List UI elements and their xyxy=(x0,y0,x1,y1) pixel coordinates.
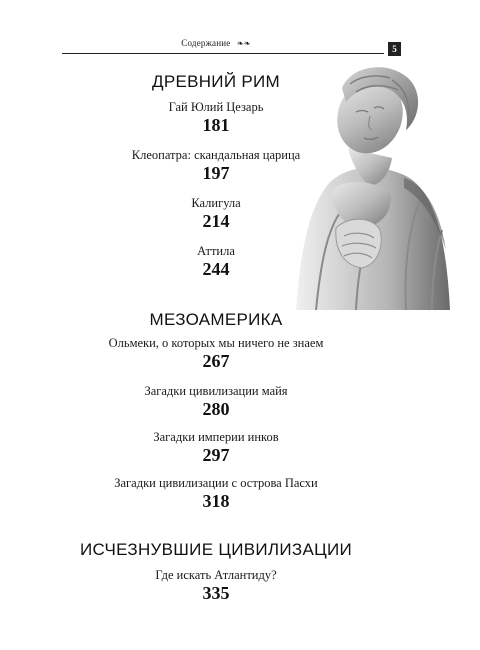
toc-entry-page: 280 xyxy=(202,399,230,419)
section-title-vanished-civilizations: ИСЧЕЗНУВШИЕ ЦИВИЛИЗАЦИИ xyxy=(79,540,353,559)
section-title-ancient-rome: ДРЕВНИЙ РИМ xyxy=(152,72,280,91)
toc-entry-page: 244 xyxy=(202,259,230,279)
running-header xyxy=(0,38,432,48)
toc-entry-title: Где искать Атлантиду? xyxy=(155,568,277,582)
toc-entry-page: 214 xyxy=(202,211,230,231)
header-rule xyxy=(62,53,384,54)
toc-entry-title: Гай Юлий Цезарь xyxy=(168,100,264,114)
section-title-mesoamerica: МЕЗОАМЕРИКА xyxy=(149,310,283,329)
fleuron-ornament-icon: ❧❧ xyxy=(236,39,251,49)
toc-entry-title: Ольмеки, о которых мы ничего не знаем xyxy=(108,336,324,350)
toc-entry-title: Загадки цивилизации с острова Пасхи xyxy=(114,476,318,490)
toc-entry-page: 181 xyxy=(202,115,230,135)
toc-entry-title: Аттила xyxy=(197,244,235,258)
toc-entry-title: Калигула xyxy=(191,196,241,210)
toc-entry-page: 318 xyxy=(202,491,230,511)
toc-entry-title: Загадки цивилизации майя xyxy=(144,384,288,398)
page-number: 5 xyxy=(388,42,401,56)
toc-entry-page: 197 xyxy=(202,163,230,183)
toc-entry-page: 335 xyxy=(202,583,230,603)
toc-entry-title: Загадки империи инков xyxy=(153,430,279,444)
toc-entry-page: 297 xyxy=(202,445,230,465)
toc-entry-title: Клеопатра: скандальная царица xyxy=(131,148,301,162)
running-header-title: Содержание xyxy=(181,38,231,48)
toc-entry-page: 267 xyxy=(202,351,230,371)
